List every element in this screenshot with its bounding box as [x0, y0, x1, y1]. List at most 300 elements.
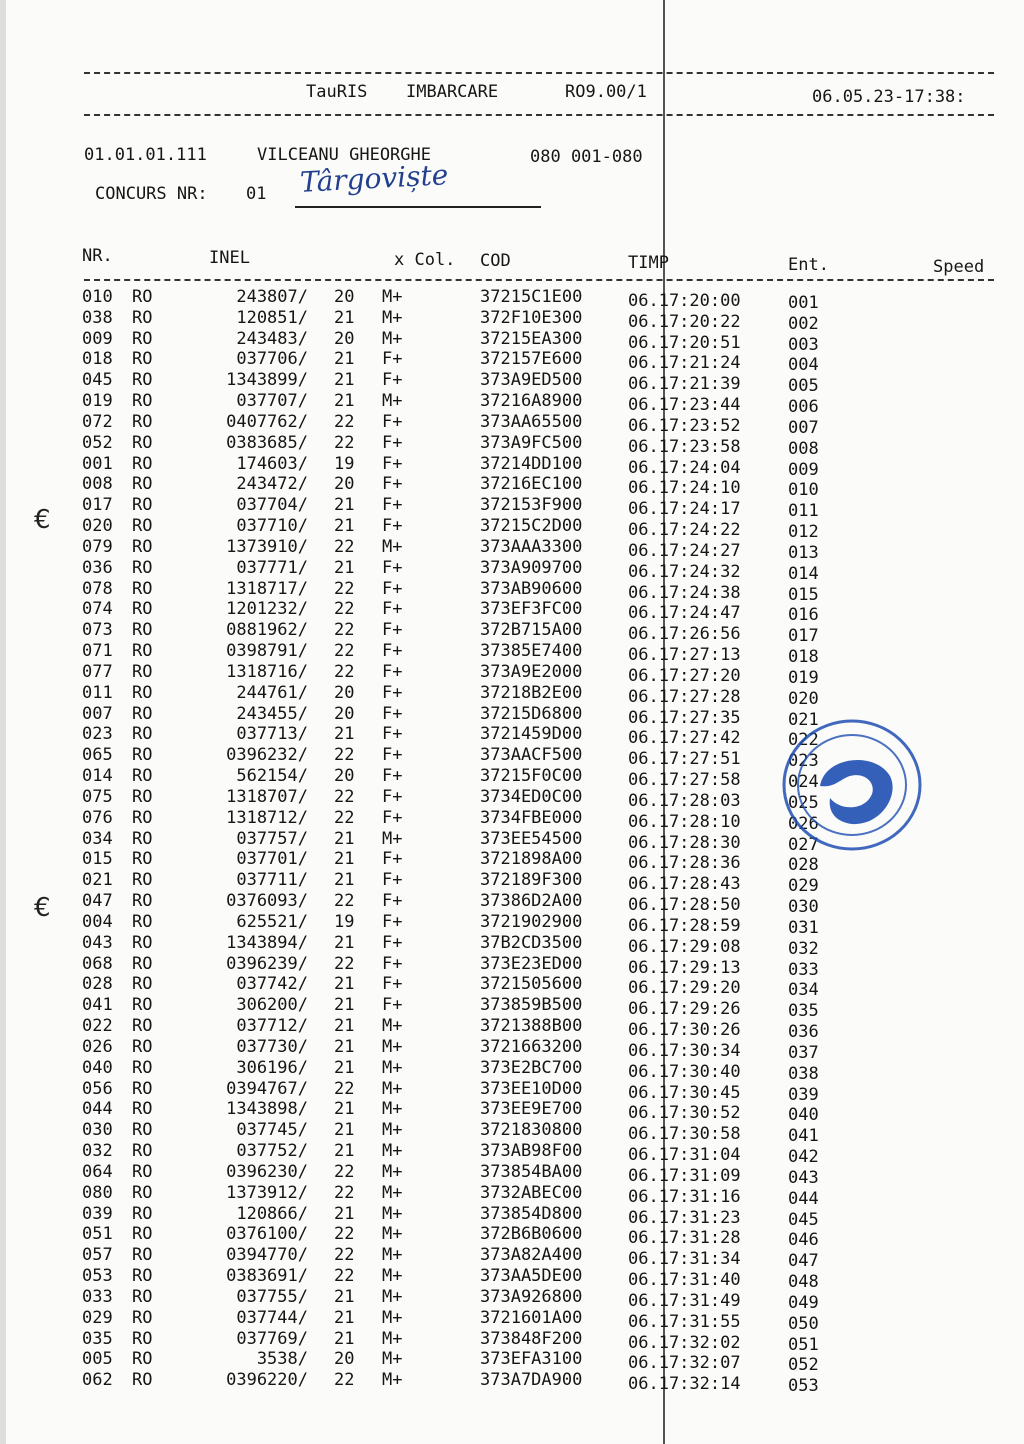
row-ent: 017	[788, 626, 819, 647]
col-ent: Ent.	[788, 255, 829, 275]
row-ring: 037744/	[236, 1307, 308, 1328]
col-cod: COD	[480, 251, 511, 271]
row-nr: 068	[82, 953, 113, 974]
row-country: RO	[132, 599, 153, 620]
table-row	[0, 1036, 1024, 1063]
table-row	[0, 932, 1024, 959]
row-nr: 021	[82, 870, 113, 891]
row-time: 06.17:31:28	[628, 1228, 741, 1249]
row-ent: 029	[788, 876, 819, 897]
row-ent: 007	[788, 417, 819, 438]
row-age: 21	[334, 1016, 355, 1037]
row-sex: F+	[382, 599, 403, 620]
row-age: 21	[334, 974, 355, 995]
row-sex: M+	[382, 1328, 403, 1349]
row-code: 373AB98F00	[480, 1141, 583, 1162]
row-sex: F+	[382, 849, 403, 870]
row-age: 22	[334, 1224, 355, 1245]
row-age: 22	[334, 599, 355, 620]
row-age: 21	[334, 932, 355, 953]
row-age: 19	[334, 911, 355, 932]
row-sex: F+	[382, 974, 403, 995]
row-time: 06.17:24:27	[628, 540, 741, 561]
header-mode: IMBARCARE	[406, 82, 499, 102]
margin-mark: €	[34, 505, 51, 535]
row-age: 21	[334, 849, 355, 870]
row-age: 22	[334, 432, 355, 453]
row-code: 373A9E2000	[480, 661, 583, 682]
row-nr: 008	[82, 474, 113, 495]
row-code: 373A9FC500	[480, 432, 583, 453]
row-time: 06.17:30:52	[628, 1103, 741, 1124]
row-ring: 037704/	[236, 495, 308, 516]
row-country: RO	[132, 661, 153, 682]
header-datetime: 06.05.23-17:38:	[812, 87, 966, 107]
row-sex: M+	[382, 1078, 403, 1099]
row-sex: M+	[382, 1203, 403, 1224]
row-nr: 045	[82, 370, 113, 391]
row-sex: F+	[382, 432, 403, 453]
row-code: 3721830800	[480, 1120, 583, 1141]
row-time: 06.17:27:58	[628, 770, 741, 791]
row-country: RO	[132, 1370, 153, 1391]
row-ent: 052	[788, 1355, 819, 1376]
row-nr: 004	[82, 911, 113, 932]
table-row	[0, 370, 1024, 397]
row-country: RO	[132, 1036, 153, 1057]
row-time: 06.17:31:55	[628, 1311, 741, 1332]
row-time: 06.17:23:58	[628, 436, 741, 457]
row-country: RO	[132, 911, 153, 932]
row-nr: 035	[82, 1328, 113, 1349]
row-ent: 036	[788, 1022, 819, 1043]
row-time: 06.17:20:22	[628, 311, 741, 332]
row-time: 06.17:24:17	[628, 499, 741, 520]
row-code: 3721388B00	[480, 1016, 583, 1037]
row-ent: 030	[788, 897, 819, 918]
row-ent: 014	[788, 563, 819, 584]
row-age: 22	[334, 1078, 355, 1099]
table-row	[0, 641, 1024, 668]
row-country: RO	[132, 1328, 153, 1349]
row-nr: 017	[82, 495, 113, 516]
row-sex: M+	[382, 1036, 403, 1057]
row-code: 373AACF500	[480, 745, 583, 766]
row-sex: M+	[382, 1224, 403, 1245]
row-age: 22	[334, 1161, 355, 1182]
table-row	[0, 1182, 1024, 1209]
row-country: RO	[132, 932, 153, 953]
row-nr: 071	[82, 641, 113, 662]
row-time: 06.17:29:20	[628, 978, 741, 999]
row-nr: 028	[82, 974, 113, 995]
row-age: 21	[334, 391, 355, 412]
table-row	[0, 1286, 1024, 1313]
row-ent: 051	[788, 1334, 819, 1355]
row-code: 373A926800	[480, 1286, 583, 1307]
row-ring: 037710/	[236, 516, 308, 537]
row-ring: 120866/	[236, 1203, 308, 1224]
table-row	[0, 620, 1024, 647]
row-ent: 012	[788, 522, 819, 543]
row-nr: 065	[82, 745, 113, 766]
row-ent: 009	[788, 459, 819, 480]
row-ring: 0383691/	[226, 1266, 308, 1286]
header-rule-top	[84, 72, 994, 74]
row-nr: 022	[82, 1016, 113, 1037]
handwritten-place: Târgoviște	[299, 158, 450, 199]
row-ent: 040	[788, 1105, 819, 1126]
row-code: 3721459D00	[480, 724, 583, 745]
row-sex: M+	[382, 1307, 403, 1328]
table-row	[0, 995, 1024, 1022]
table-row	[0, 1203, 1024, 1230]
table-row	[0, 974, 1024, 1001]
row-code: 37385E7400	[480, 641, 583, 662]
table-row	[0, 1161, 1024, 1188]
row-ent: 032	[788, 938, 819, 959]
row-country: RO	[132, 641, 153, 662]
row-code: 373AA5DE00	[480, 1266, 583, 1286]
row-age: 21	[334, 370, 355, 391]
row-country: RO	[132, 766, 153, 787]
row-nr: 033	[82, 1286, 113, 1307]
table-row	[0, 578, 1024, 605]
header-version: RO9.00/1	[565, 82, 647, 102]
table-row	[0, 557, 1024, 584]
row-ring: 244761/	[236, 682, 308, 703]
row-nr: 009	[82, 328, 113, 349]
row-ring: 1343894/	[226, 932, 308, 953]
row-ent: 011	[788, 501, 819, 522]
table-row	[0, 495, 1024, 522]
row-ring: 0396239/	[226, 953, 308, 974]
row-ent: 018	[788, 647, 819, 668]
table-row	[0, 1349, 1024, 1376]
row-country: RO	[132, 724, 153, 745]
table-row	[0, 349, 1024, 376]
row-country: RO	[132, 578, 153, 599]
table-row	[0, 453, 1024, 480]
row-time: 06.17:23:52	[628, 415, 741, 436]
row-sex: F+	[382, 661, 403, 682]
row-ring: 562154/	[236, 766, 308, 787]
row-country: RO	[132, 745, 153, 766]
row-ring: 1318716/	[226, 661, 308, 682]
table-row	[0, 1099, 1024, 1126]
row-country: RO	[132, 1224, 153, 1245]
row-ring: 037755/	[236, 1286, 308, 1307]
row-code: 373EE9E700	[480, 1099, 583, 1120]
row-ent: 001	[788, 293, 819, 313]
table-row	[0, 1245, 1024, 1272]
row-ring: 037745/	[236, 1120, 308, 1141]
row-nr: 078	[82, 578, 113, 599]
table-row	[0, 1141, 1024, 1168]
row-code: 3732ABEC00	[480, 1182, 583, 1203]
row-sex: F+	[382, 453, 403, 474]
row-sex: F+	[382, 641, 403, 662]
row-ent: 020	[788, 688, 819, 709]
row-age: 20	[334, 328, 355, 349]
row-code: 373EFA3100	[480, 1349, 583, 1370]
row-ring: 0376100/	[226, 1224, 308, 1245]
row-age: 21	[334, 349, 355, 370]
row-ring: 0376093/	[226, 891, 308, 912]
row-time: 06.17:24:32	[628, 561, 741, 582]
row-ring: 1318707/	[226, 786, 308, 807]
row-time: 06.17:32:14	[628, 1374, 741, 1395]
row-time: 06.17:28:50	[628, 895, 741, 916]
row-time: 06.17:31:40	[628, 1270, 741, 1290]
row-code: 373854D800	[480, 1203, 583, 1224]
row-country: RO	[132, 349, 153, 370]
row-ring: 625521/	[236, 911, 308, 932]
row-age: 22	[334, 807, 355, 828]
row-country: RO	[132, 495, 153, 516]
table-row	[0, 1057, 1024, 1084]
row-ent: 041	[788, 1126, 819, 1147]
row-ring: 1343899/	[226, 370, 308, 391]
row-code: 373EE54500	[480, 828, 583, 849]
row-code: 37386D2A00	[480, 891, 583, 912]
row-sex: M+	[382, 307, 403, 328]
table-row	[0, 1120, 1024, 1147]
row-nr: 005	[82, 1349, 113, 1370]
row-country: RO	[132, 516, 153, 537]
signature-underline	[295, 206, 541, 208]
row-code: 37215F0C00	[480, 766, 583, 787]
row-ring: 037742/	[236, 974, 308, 995]
header-rule-bottom	[84, 114, 994, 116]
row-nr: 032	[82, 1141, 113, 1162]
row-time: 06.17:30:26	[628, 1020, 741, 1041]
row-ent: 016	[788, 605, 819, 626]
row-country: RO	[132, 1307, 153, 1328]
table-row	[0, 1224, 1024, 1251]
row-sex: M+	[382, 1370, 403, 1391]
row-country: RO	[132, 474, 153, 495]
row-country: RO	[132, 1203, 153, 1224]
row-ring: 037752/	[236, 1141, 308, 1162]
row-age: 22	[334, 1245, 355, 1266]
row-age: 22	[334, 641, 355, 662]
row-ring: 1373910/	[226, 536, 308, 557]
row-nr: 019	[82, 391, 113, 412]
row-nr: 007	[82, 703, 113, 724]
row-ent: 049	[788, 1292, 819, 1313]
row-ent: 021	[788, 709, 819, 730]
table-row	[0, 682, 1024, 709]
table-row	[0, 1078, 1024, 1105]
row-country: RO	[132, 1099, 153, 1120]
row-ent: 038	[788, 1063, 819, 1084]
row-country: RO	[132, 391, 153, 412]
row-country: RO	[132, 682, 153, 703]
row-age: 21	[334, 1120, 355, 1141]
row-ring: 3538/	[256, 1349, 308, 1370]
row-ring: 0396220/	[226, 1370, 308, 1391]
row-sex: M+	[382, 1245, 403, 1266]
row-code: 3721601A00	[480, 1307, 583, 1328]
row-age: 21	[334, 724, 355, 745]
row-country: RO	[132, 1245, 153, 1266]
row-time: 06.17:20:00	[628, 291, 741, 311]
table-row	[0, 411, 1024, 438]
row-time: 06.17:24:38	[628, 582, 741, 603]
row-code: 3721505600	[480, 974, 583, 995]
row-code: 37215C2D00	[480, 516, 583, 537]
row-age: 21	[334, 995, 355, 1016]
contest-label: CONCURS NR:	[95, 184, 208, 204]
row-ring: 243472/	[236, 474, 308, 495]
row-country: RO	[132, 370, 153, 391]
row-time: 06.17:24:04	[628, 457, 741, 478]
row-code: 37215EA300	[480, 328, 583, 349]
row-age: 21	[334, 1057, 355, 1078]
row-sex: F+	[382, 474, 403, 495]
row-sex: F+	[382, 911, 403, 932]
table-header-rule	[84, 279, 994, 281]
row-age: 21	[334, 1099, 355, 1120]
table-row	[0, 307, 1024, 334]
row-nr: 053	[82, 1266, 113, 1286]
row-country: RO	[132, 1266, 153, 1286]
row-age: 22	[334, 620, 355, 641]
row-sex: F+	[382, 703, 403, 724]
row-country: RO	[132, 1161, 153, 1182]
row-ring: 1201232/	[226, 599, 308, 620]
row-age: 22	[334, 745, 355, 766]
row-code: 37216EC100	[480, 474, 583, 495]
row-nr: 051	[82, 1224, 113, 1245]
row-time: 06.17:28:59	[628, 915, 741, 936]
row-code: 3734FBE000	[480, 807, 583, 828]
row-age: 21	[334, 1036, 355, 1057]
row-country: RO	[132, 849, 153, 870]
row-age: 20	[334, 766, 355, 787]
row-code: 37215D6800	[480, 703, 583, 724]
row-nr: 030	[82, 1120, 113, 1141]
table-row	[0, 432, 1024, 459]
row-time: 06.17:31:16	[628, 1186, 741, 1207]
row-sex: F+	[382, 578, 403, 599]
row-ring: 037707/	[236, 391, 308, 412]
row-sex: F+	[382, 495, 403, 516]
row-time: 06.17:24:47	[628, 603, 741, 624]
row-nr: 056	[82, 1078, 113, 1099]
row-ring: 306200/	[236, 995, 308, 1016]
row-ring: 0396230/	[226, 1161, 308, 1182]
row-code: 37218B2E00	[480, 682, 583, 703]
row-age: 22	[334, 411, 355, 432]
row-ent: 048	[788, 1272, 819, 1292]
row-country: RO	[132, 786, 153, 807]
row-country: RO	[132, 557, 153, 578]
row-ent: 010	[788, 480, 819, 501]
row-age: 22	[334, 1370, 355, 1391]
row-nr: 075	[82, 786, 113, 807]
row-code: 37B2CD3500	[480, 932, 583, 953]
row-ring: 0407762/	[226, 411, 308, 432]
row-nr: 001	[82, 453, 113, 474]
row-age: 21	[334, 307, 355, 328]
row-ent: 025	[788, 792, 819, 813]
row-country: RO	[132, 1016, 153, 1037]
row-age: 21	[334, 1203, 355, 1224]
row-age: 21	[334, 557, 355, 578]
row-code: 3721663200	[480, 1036, 583, 1057]
row-code: 373EE10D00	[480, 1078, 583, 1099]
row-country: RO	[132, 536, 153, 557]
row-time: 06.17:28:03	[628, 790, 741, 811]
row-code: 373E2BC700	[480, 1057, 583, 1078]
row-nr: 064	[82, 1161, 113, 1182]
col-inel: INEL	[209, 248, 250, 268]
row-time: 06.17:30:45	[628, 1082, 741, 1103]
row-sex: F+	[382, 786, 403, 807]
row-age: 21	[334, 1307, 355, 1328]
row-ring: 037769/	[236, 1328, 308, 1349]
row-nr: 018	[82, 349, 113, 370]
row-code: 37214DD100	[480, 453, 583, 474]
row-ring: 243807/	[236, 287, 308, 307]
row-sex: M+	[382, 1349, 403, 1370]
table-row	[0, 870, 1024, 897]
row-sex: F+	[382, 745, 403, 766]
row-nr: 015	[82, 849, 113, 870]
club-stamp-icon	[780, 716, 924, 854]
row-time: 06.17:28:10	[628, 811, 741, 832]
row-country: RO	[132, 328, 153, 349]
row-sex: M+	[382, 287, 403, 307]
row-nr: 062	[82, 1370, 113, 1391]
row-time: 06.17:24:22	[628, 520, 741, 541]
row-code: 37216A8900	[480, 391, 583, 412]
row-ent: 031	[788, 917, 819, 938]
table-row	[0, 1307, 1024, 1334]
table-row	[0, 661, 1024, 688]
row-code: 373A9ED500	[480, 370, 583, 391]
col-timp: TIMP	[628, 253, 669, 273]
row-ent: 034	[788, 980, 819, 1001]
row-age: 21	[334, 1286, 355, 1307]
row-nr: 020	[82, 516, 113, 537]
row-ent: 053	[788, 1376, 819, 1397]
table-row	[0, 891, 1024, 918]
row-country: RO	[132, 703, 153, 724]
row-sex: M+	[382, 1057, 403, 1078]
row-country: RO	[132, 995, 153, 1016]
row-nr: 034	[82, 828, 113, 849]
row-code: 373854BA00	[480, 1161, 583, 1182]
row-ring: 0383685/	[226, 432, 308, 453]
row-ent: 033	[788, 959, 819, 980]
row-time: 06.17:20:51	[628, 332, 741, 353]
row-nr: 023	[82, 724, 113, 745]
table-row	[0, 516, 1024, 543]
row-ring: 1373912/	[226, 1182, 308, 1203]
row-sex: M+	[382, 1120, 403, 1141]
col-nr: NR.	[82, 246, 113, 266]
row-age: 22	[334, 578, 355, 599]
row-time: 06.17:24:10	[628, 478, 741, 499]
row-code: 373AAA3300	[480, 536, 583, 557]
row-ring: 306196/	[236, 1057, 308, 1078]
row-ent: 028	[788, 855, 819, 876]
row-code: 372153F900	[480, 495, 583, 516]
row-code: 3721902900	[480, 911, 583, 932]
